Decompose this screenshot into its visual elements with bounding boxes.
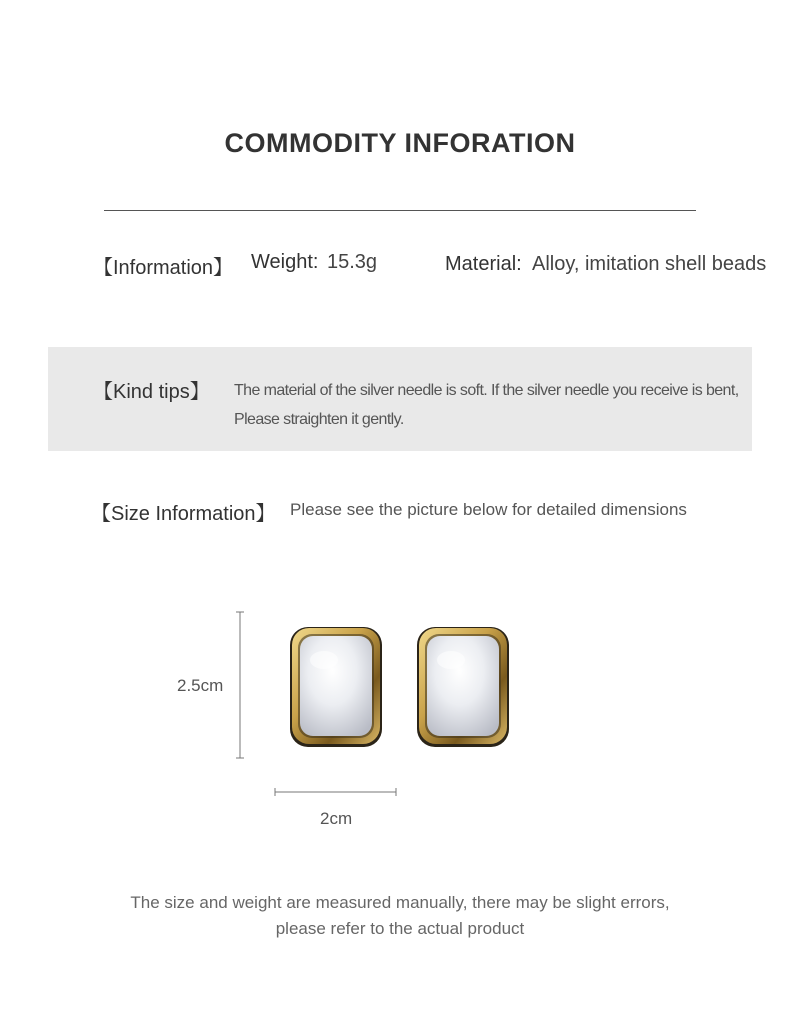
footer-line-2: please refer to the actual product xyxy=(275,919,525,938)
height-dimension-label: 2.5cm xyxy=(177,676,224,695)
earring-left xyxy=(290,627,382,747)
information-label: 【Information】 xyxy=(93,257,234,279)
footer-line-1: The size and weight are measured manually, there may be slight errors, xyxy=(130,893,670,912)
width-dimension-label: 2cm xyxy=(320,809,353,828)
kind-tips-label: 【Kind tips】 xyxy=(93,381,210,403)
width-dimension-line xyxy=(275,788,396,796)
footer-note xyxy=(0,890,800,942)
page-title: COMMODITY INFORATION xyxy=(224,128,576,158)
height-dimension-line xyxy=(236,612,244,758)
material-value: Alloy, imitation shell beads xyxy=(532,253,767,275)
size-information-label: 【Size Information】 xyxy=(91,503,276,525)
kind-tips-line-2: Please straighten it gently. xyxy=(234,411,404,428)
weight-label: Weight: xyxy=(251,251,319,273)
earring-right xyxy=(417,627,509,747)
material-label: Material: xyxy=(445,253,522,275)
weight-value: 15.3g xyxy=(327,251,378,273)
size-information-note: Please see the picture below for detailed dimensions xyxy=(290,500,687,519)
kind-tips-line-1: The material of the silver needle is soft. If the silver needle you receive is bent, xyxy=(234,382,739,399)
